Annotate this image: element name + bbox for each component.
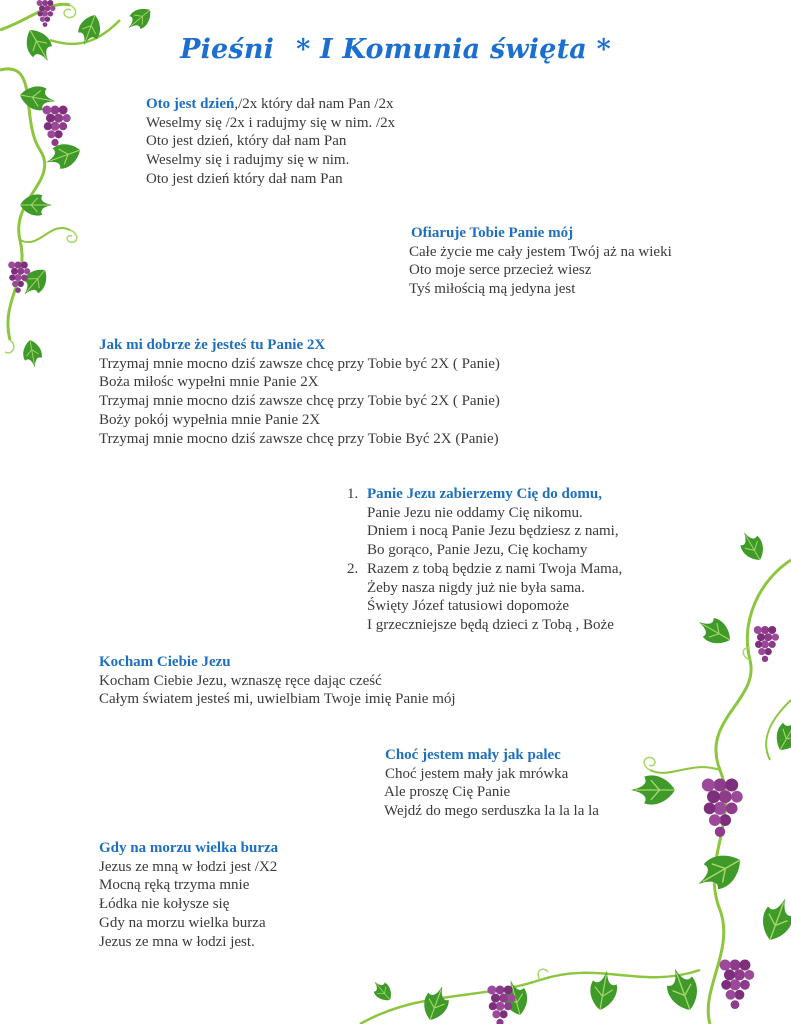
song-line-text: ,/2x który dał nam Pan /2x — [234, 96, 394, 112]
song-line: Święty Józef tatusiowi dopomoże — [367, 598, 570, 615]
song-line: I grzeczniejsze będą dzieci z Tobą , Boże — [367, 616, 614, 633]
song-line: Boży pokój wypełnia mnie Panie 2X — [99, 411, 321, 428]
song-line-text: Razem z tobą będzie z nami Twoja Mama, — [367, 560, 623, 577]
verse-2-first-line — [347, 560, 622, 579]
song-line: Jezus ze mną w łodzi jest /X2 — [99, 858, 278, 875]
song-line: Choć jestem mały jak mrówka — [385, 765, 569, 782]
song-line: Bo gorąco, Panie Jezu, Cię kochamy — [367, 542, 588, 559]
song-line: Trzymaj mnie mocno dziś zawsze chcę przy Tobie być 2X ( Panie) — [99, 393, 500, 410]
title-part-1: Pieśni — [180, 34, 275, 65]
song-line: Całym światem jesteś mi, uwielbiam Twoje imię Panie mój — [99, 691, 456, 708]
song-kocham-ciebie — [99, 653, 456, 709]
song-line: Gdy na morzu wielka burza — [99, 914, 266, 931]
song-oto-jest-dzien — [146, 95, 395, 189]
song-line: Oto moje serce przecież wiesz — [409, 262, 592, 279]
song-line: Weselmy się i radujmy się w nim. — [146, 152, 350, 169]
song-line: Boża miłośc wypełni mnie Panie 2X — [99, 374, 319, 391]
song-ofiaruje — [409, 224, 672, 299]
verse-number: 1. — [347, 486, 359, 502]
song-title: Jak mi dobrze że jesteś tu Panie 2X — [99, 337, 326, 353]
song-line: Łódka nie kołysze się — [99, 896, 230, 913]
song-line: Oto jest dzień, który dał nam Pan — [146, 133, 347, 150]
song-jak-mi-dobrze — [99, 336, 500, 448]
song-title: Kocham Ciebie Jezu — [99, 654, 231, 670]
song-choc-jestem-maly — [384, 746, 599, 821]
song-line: Mocną ręką trzyma mnie — [99, 877, 250, 894]
song-title: Ofiaruje Tobie Panie mój — [411, 225, 574, 241]
song-line: Wejdź do mego serduszka la la la la — [384, 803, 599, 820]
song-line: Weselmy się /2x i radujmy się w nim. /2x — [146, 114, 396, 131]
song-first-line — [146, 95, 395, 114]
song-title: Choć jestem mały jak palec — [385, 747, 561, 763]
song-line: Trzymaj mnie mocno dziś zawsze chcę przy Tobie Być 2X (Panie) — [99, 430, 499, 447]
song-line: Dniem i nocą Panie Jezu będziesz z nami, — [367, 523, 619, 540]
verse-1-first-line — [347, 485, 622, 504]
song-gdy-na-morzu — [99, 839, 278, 951]
song-line: Ale proszę Cię Panie — [384, 784, 511, 801]
verse-number: 2. — [347, 560, 359, 577]
song-line: Kocham Ciebie Jezu, wznaszę ręce dając cześć — [99, 672, 382, 689]
page-title — [0, 34, 791, 65]
song-panie-jezu — [347, 485, 622, 635]
song-title: Oto jest dzień — [146, 96, 235, 112]
title-part-2: * I Komunia święta * — [296, 34, 611, 65]
song-title: Panie Jezu zabierzemy Cię do domu, — [367, 486, 602, 502]
song-line: Żeby nasza nigdy już nie była sama. — [367, 579, 585, 596]
song-line: Panie Jezu nie oddamy Cię nikomu. — [367, 504, 583, 521]
song-line: Tyś miłością mą jedyna jest — [409, 281, 576, 298]
song-line: Oto jest dzień który dał nam Pan — [146, 170, 343, 187]
song-title: Gdy na morzu wielka burza — [99, 840, 279, 856]
song-line: Całe życie me cały jestem Twój aż na wieki — [409, 243, 672, 260]
song-line: Jezus ze mna w łodzi jest. — [99, 933, 255, 950]
song-line: Trzymaj mnie mocno dziś zawsze chcę przy Tobie być 2X ( Panie) — [99, 355, 500, 372]
